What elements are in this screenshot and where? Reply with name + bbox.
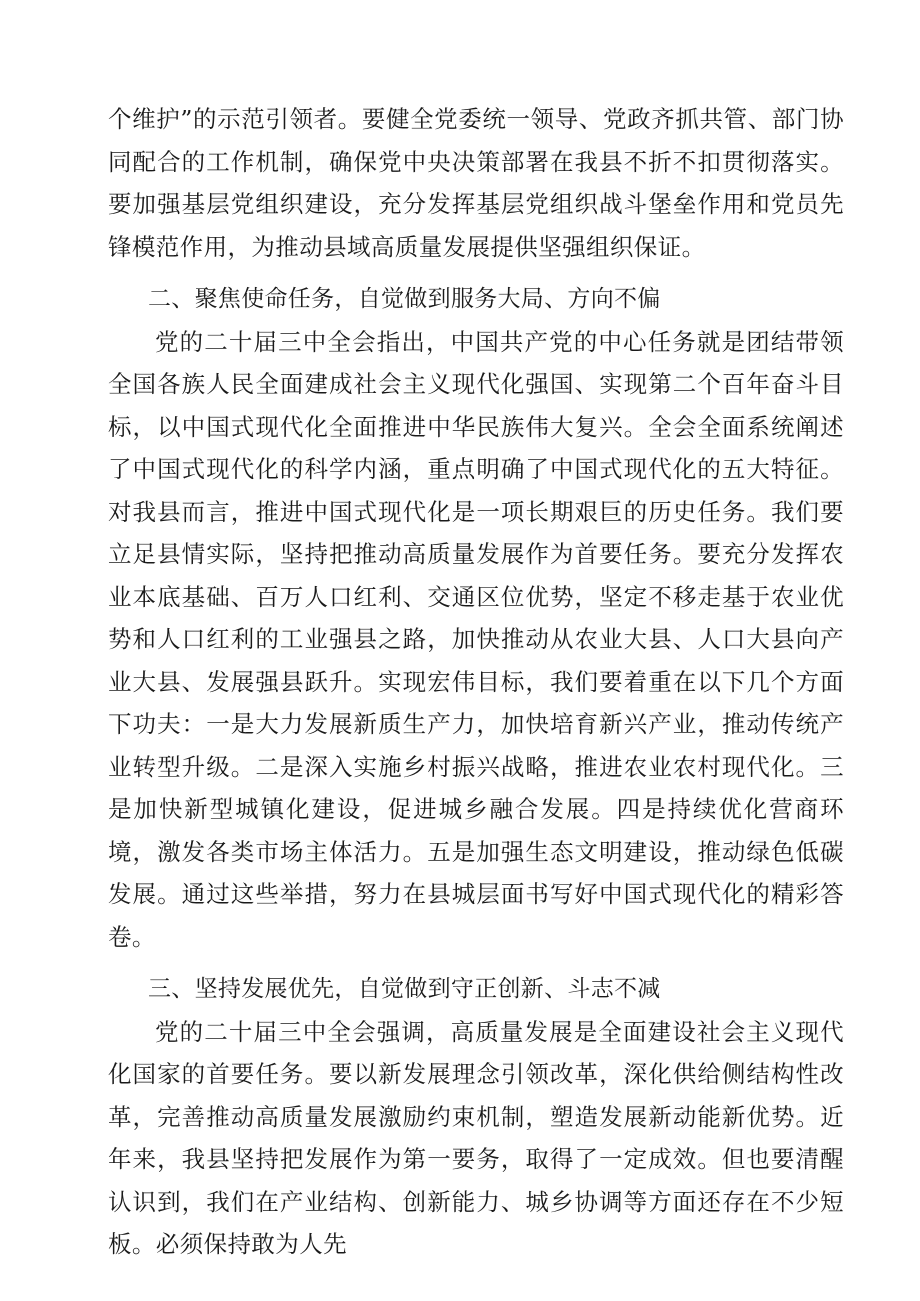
paragraph-development-priority: 党的二十届三中全会强调，高质量发展是全面建设社会主义现代化国家的首要任务。要以新发展理念引领改革，深化供给侧结构性改革，完善推动高质量发展激励约束机制，塑造发展新动能新优势。近年来，我县坚持把发展作为第一要务，取得了一定成效。但也要清醒认识到，我们在产业结构、创新能力、城乡协调等方面还存在不少短板。必须保持敢为人先 [108, 1017, 844, 1258]
document-page [108, 98, 844, 1266]
paragraph-continued-organization: 个维护”的示范引领者。要健全党委统一领导、党政齐抓共管、部门协同配合的工作机制，确保党中央决策部署在我县不折不扣贯彻落实。要加强基层党组织建设，充分发挥基层党组织战斗堡垒作用和党员先锋模范作用，为推动县域高质量发展提供坚强组织保证。 [108, 105, 844, 261]
section-heading-two: 二、聚焦使命任务，自觉做到服务大局、方向不偏 [148, 286, 661, 312]
section-heading-three: 三、坚持发展优先，自觉做到守正创新、斗志不减 [148, 976, 661, 1002]
paragraph-mission-tasks: 党的二十届三中全会指出，中国共产党的中心任务就是团结带领全国各族人民全面建成社会主义现代化强国、实现第二个百年奋斗目标，以中国式现代化全面推进中华民族伟大复兴。全会全面系统阐述了中国式现代化的科学内涵，重点明确了中国式现代化的五大特征。对我县而言，推进中国式现代化是一项长期艰巨的历史任务。我们要立足县情实际，坚持把推动高质量发展作为首要任务。要充分发挥农业本底基础、百万人口红利、交通区位优势，坚定不移走基于农业优势和人口红利的工业强县之路，加快推动从农业大县、人口大县向产业大县、发展强县跃升。实现宏伟目标，我们要着重在以下几个方面下功夫：一是大力发展新质生产力，加快培育新兴产业，推动传统产业转型升级。二是深入实施乡村振兴战略，推进农业农村现代化。三是加快新型城镇化建设，促进城乡融合发展。四是持续优化营商环境，激发各类市场主体活力。五是加强生态文明建设，推动绿色低碳发展。通过这些举措，努力在县城层面书写好中国式现代化的精彩答卷。 [108, 327, 844, 951]
